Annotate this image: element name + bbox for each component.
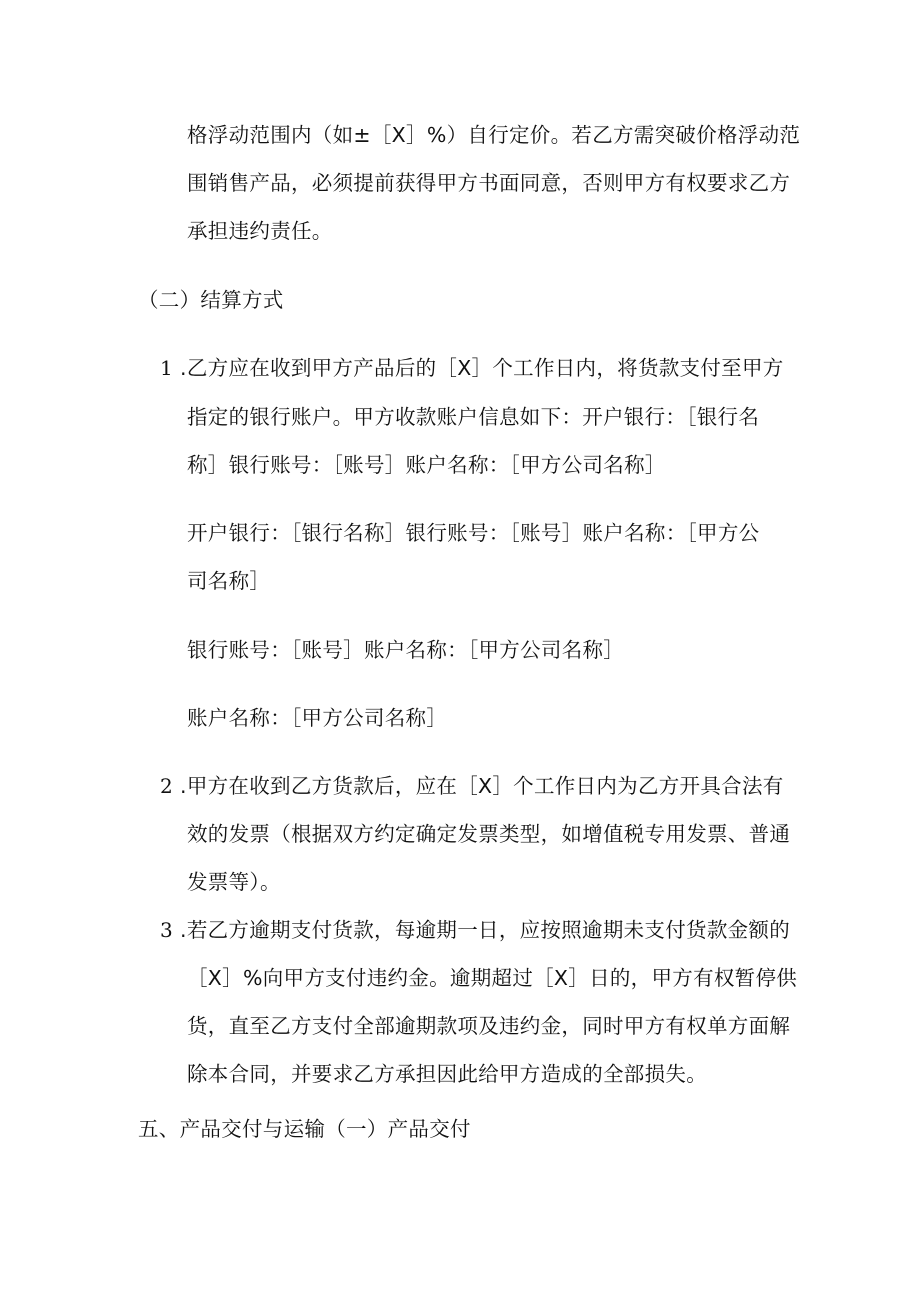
- bank-info-block-3: 账户名称：［甲方公司名称］: [187, 706, 448, 730]
- paragraph-line: 开户银行：［银行名称］银行账号：［账号］账户名称：［甲方公: [187, 521, 760, 545]
- paragraph-line: 发票等）。: [187, 870, 281, 894]
- delivery-heading: 五、产品交付与运输（一）产品交付: [138, 1117, 471, 1141]
- item-number: 1: [160, 356, 173, 380]
- paragraph-line: 围销售产品，必须提前获得甲方书面同意，否则甲方有权要求乙方: [187, 171, 791, 195]
- item-number: 3: [160, 918, 173, 942]
- paragraph-line: .乙方应在收到甲方产品后的［X］个工作日内，将货款支付至甲方: [180, 356, 784, 380]
- settlement-heading: （二）结算方式: [138, 288, 284, 312]
- paragraph-line: 指定的银行账户。甲方收款账户信息如下：开户银行：［银行名: [187, 405, 760, 429]
- paragraph-line: 称］银行账号：［账号］账户名称：［甲方公司名称］: [187, 453, 666, 477]
- paragraph-line: 格浮动范围内（如±［X］%）自行定价。若乙方需突破价格浮动范: [187, 123, 801, 147]
- paragraph-line: 效的发票（根据双方约定确定发票类型，如增值税专用发票、普通: [187, 822, 791, 846]
- paragraph-line: .若乙方逾期支付货款，每逾期一日，应按照逾期未支付货款金额的: [180, 918, 791, 942]
- paragraph-line: ［X］%向甲方支付违约金。逾期超过［X］日的，甲方有权暂停供: [187, 966, 798, 990]
- bank-info-block-2: 银行账号：［账号］账户名称：［甲方公司名称］: [187, 638, 625, 662]
- paragraph-line: 货，直至乙方支付全部逾期款项及违约金，同时甲方有权单方面解: [187, 1014, 791, 1038]
- paragraph-line: 司名称］: [187, 569, 271, 593]
- paragraph-line: .甲方在收到乙方货款后，应在［X］个工作日内为乙方开具合法有: [180, 774, 784, 798]
- item-number: 2: [160, 774, 173, 798]
- paragraph-line: 承担违约责任。: [187, 219, 333, 243]
- paragraph-line: 除本合同，并要求乙方承担因此给甲方造成的全部损失。: [187, 1062, 707, 1086]
